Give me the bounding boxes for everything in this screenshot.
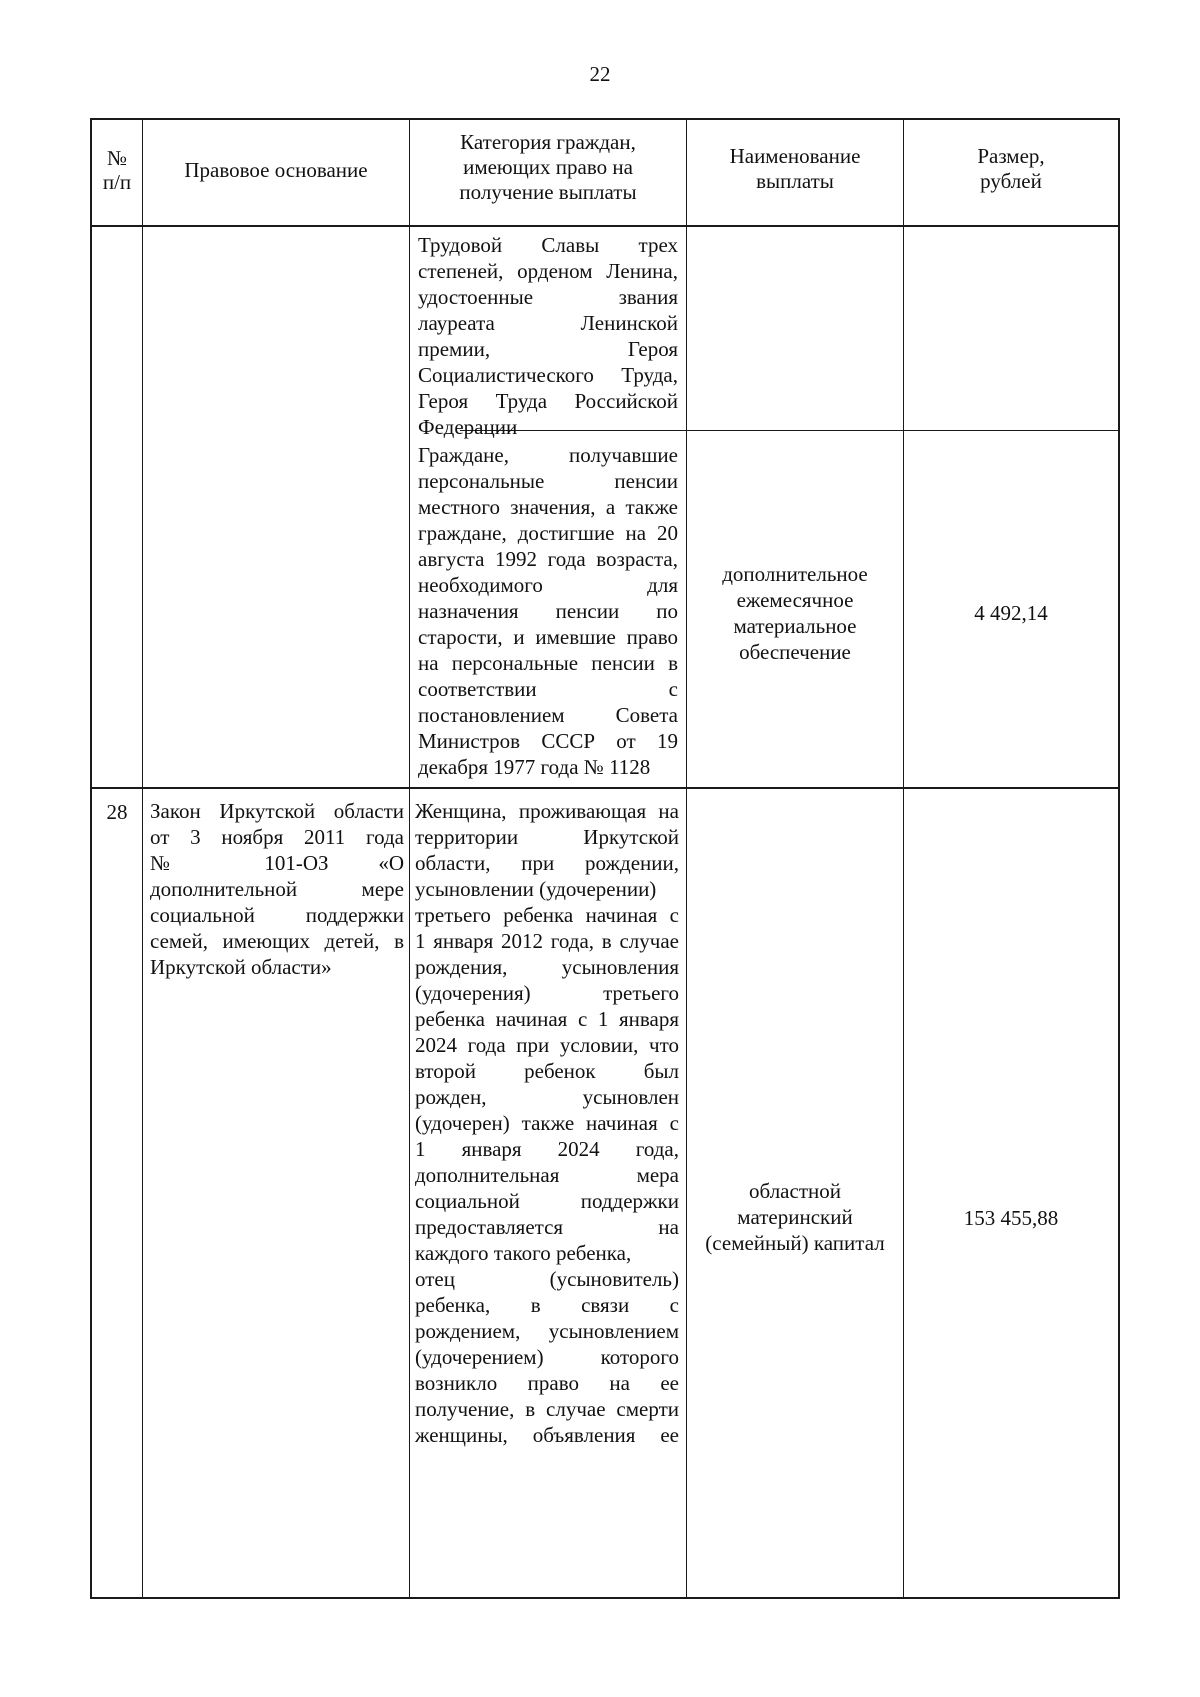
col-rule [903,118,904,1599]
header-legal-basis: Правовое основание [184,158,368,182]
col-rule [90,118,92,1599]
col-rule [409,118,410,1599]
header-num: № п/п [102,146,132,194]
header-payment-name: Наименование выплаты [729,144,861,193]
category-cell: Граждане, получавшие персональные пенсии местного значения, а также граждане, достигшие на 20 августа 1992 года возраста, необходимого для назначения пенсии по старости, и имевшие право на персональные пенсии в соответствии с постановлением Совета Министров СССР от 19 декабря 1977 года № 1128 [418,443,678,779]
col-rule [686,118,687,1599]
header-bottom-rule [90,225,1120,227]
legal-basis-cell: Закон Иркутской области от 3 ноября 2011 года № 101-ОЗ «О дополнительной мере социальной поддержки семей, имеющих детей, в Иркутской области» [150,799,404,979]
category-cell: Женщина, проживающая на территории Иркутской области, при рождении, усыновлении (удочерении) третьего ребенка начиная с 1 января 2012 года, в случае рождения, усыновления (удочерения) третьего ребенка начиная с 1 января 2024 года при условии, что второй ребенок был рожден, усыновлен (удочерен) также начиная с 1 января 2024 года, дополнительная мера социальной поддержки предоставляется на каждого такого ребенка, отец (усыновитель) ребенка, в связи с рождением, усыновлением (удочерением) которого возникло право на ее получение, в случае смерти женщины, объявления ее [415,799,679,1447]
payment-name-cell: областной материнский (семейный) капитал [705,1179,885,1255]
amount-cell: 4 492,14 [974,601,1048,625]
header-amount: Размер, рублей [977,144,1045,193]
header-category: Категория граждан, имеющих право на получение выплаты [459,130,637,204]
amount-cell: 153 455,88 [963,1206,1059,1230]
row-separator [90,787,1120,789]
table-border-top [90,118,1120,120]
benefits-table [90,118,1120,1599]
category-cell: Трудовой Славы трех степеней, орденом Ленина, удостоенные звания лауреата Ленинской премии, Героя Социалистического Труда, Героя Труда Российской Федерации [418,233,678,439]
payment-name-cell: дополнительное ежемесячное материальное обеспечение [722,562,868,664]
table-border-bottom [90,1597,1120,1599]
page-number: 22 [589,62,611,86]
table-border-right [1118,118,1120,1599]
col-rule [142,118,143,1599]
row-number-cell: 28 [106,800,128,824]
